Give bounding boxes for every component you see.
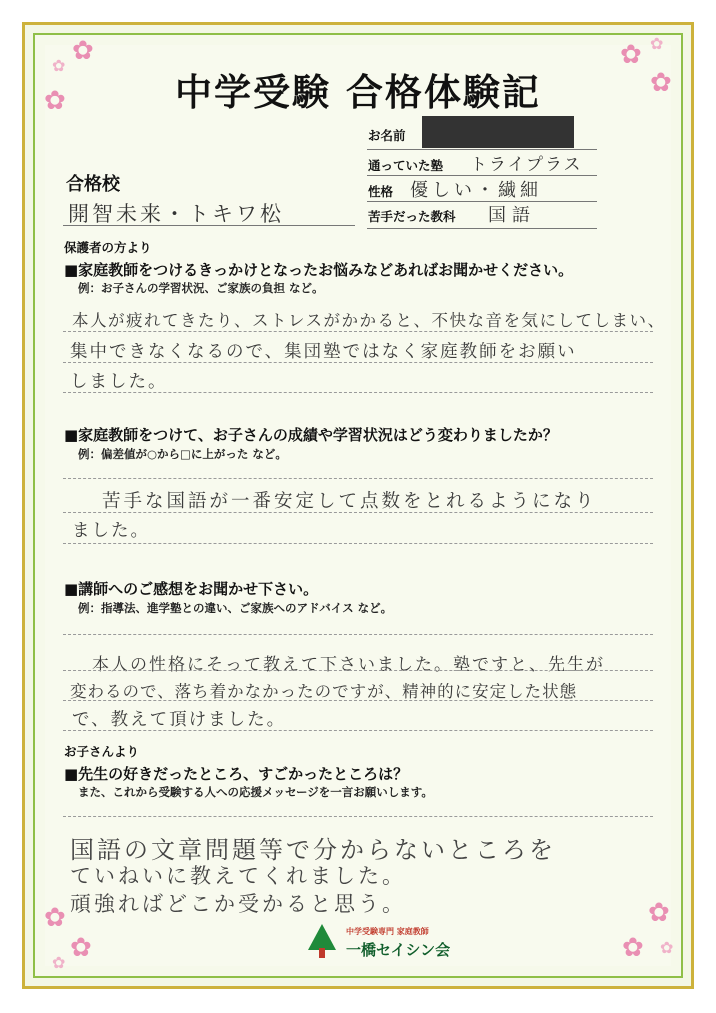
school-value: 開智未来・トキワ松 — [68, 202, 284, 226]
answer-1-line-2: 集中できなくなるので、集団塾ではなく家庭教師をお願い — [70, 342, 577, 362]
flower-icon: ✿ — [52, 953, 66, 972]
juku-label: 通っていた塾 — [368, 158, 444, 173]
answer-rule — [63, 700, 653, 701]
flower-icon: ✿ — [52, 56, 66, 75]
answer-3-line-1: 本人の性格にそって教えて下さいました。塾ですと、先生が — [92, 655, 605, 675]
answer-4-line-2: ていねいに教えてくれました。 — [70, 864, 406, 888]
answer-rule — [63, 816, 653, 817]
redacted-name — [422, 116, 574, 148]
flower-icon: ✿ — [622, 933, 644, 963]
example-1: 例：お子さんの学習状況、ご家族の負担 など。 — [78, 281, 324, 295]
example-2: 例：偏差値が○から□に上がった など。 — [78, 447, 287, 461]
name-label: お名前 — [368, 128, 406, 143]
school-rule — [63, 225, 355, 226]
company-logo — [298, 922, 451, 962]
answer-rule — [63, 512, 653, 513]
answer-rule — [63, 543, 653, 544]
juku-value: トライプラス — [470, 155, 583, 175]
question-2: ■家庭教師をつけて、お子さんの成績や学習状況はどう変わりましたか？ — [64, 426, 558, 444]
answer-3-line-3: で、教えて頂けました。 — [72, 710, 287, 730]
flower-icon: ✿ — [72, 36, 94, 66]
logo-tagline: 中学受験専門 家庭教師 — [346, 927, 429, 936]
guardian-heading: 保護者の方より — [64, 240, 152, 255]
question-3: ■講師へのご感想をお聞かせ下さい。 — [64, 580, 319, 598]
flower-icon: ✿ — [650, 34, 664, 53]
answer-1-line-1: 本人が疲れてきたり、ストレスがかかると、不快な音を気にしてしまい、 — [72, 311, 666, 330]
flower-icon: ✿ — [620, 40, 642, 70]
weak-subject-label: 苦手だった教科 — [368, 209, 456, 224]
personality-label: 性格 — [368, 184, 394, 199]
child-heading: お子さんより — [64, 744, 140, 759]
answer-2-line-1: 苦手な国語が一番安定して点数をとれるようになり — [102, 491, 597, 512]
answer-rule — [63, 478, 653, 479]
question-4: ■先生の好きだったところ、すごかったところは？ — [64, 765, 409, 783]
tree-trunk — [319, 948, 325, 958]
school-label: 合格校 — [66, 174, 120, 195]
answer-rule — [63, 362, 653, 363]
answer-3-line-2: 変わるので、落ち着かなかったのですが、精神的に安定した状態 — [70, 682, 578, 701]
question-4-subtext: また、これから受験する人への応援メッセージを一言お願いします。 — [78, 785, 433, 799]
flower-icon: ✿ — [660, 938, 674, 957]
info-rule — [367, 201, 597, 202]
answer-2-line-2: ました。 — [72, 521, 150, 541]
answer-4-line-1: 国語の文章問題等で分からないところを — [70, 836, 556, 864]
answer-rule — [63, 331, 653, 332]
answer-4-line-3: 頑強ればどこか受かると思う。 — [70, 892, 406, 916]
page-title: 中学受験 合格体験記 — [175, 71, 541, 114]
question-1: ■家庭教師をつけるきっかけとなったお悩みなどあればお聞かせください。 — [64, 261, 574, 279]
info-rule — [367, 228, 597, 229]
answer-rule — [63, 670, 653, 671]
flower-icon: ✿ — [648, 898, 670, 928]
answer-rule — [63, 730, 653, 731]
tree-logo-icon — [308, 924, 336, 950]
flower-icon: ✿ — [650, 68, 672, 98]
flower-icon: ✿ — [44, 903, 66, 933]
logo-name: 一橋セイシン会 — [346, 941, 451, 959]
example-3: 例：指導法、進学塾との違い、ご家族へのアドバイス など。 — [78, 601, 393, 615]
answer-rule — [63, 392, 653, 393]
personality-value: 優しい・繊細 — [410, 180, 542, 201]
answer-1-line-3: しました。 — [70, 372, 168, 392]
answer-rule — [63, 634, 653, 635]
weak-subject-value: 国語 — [488, 205, 536, 226]
flower-icon: ✿ — [70, 933, 92, 963]
flower-icon: ✿ — [44, 86, 66, 116]
